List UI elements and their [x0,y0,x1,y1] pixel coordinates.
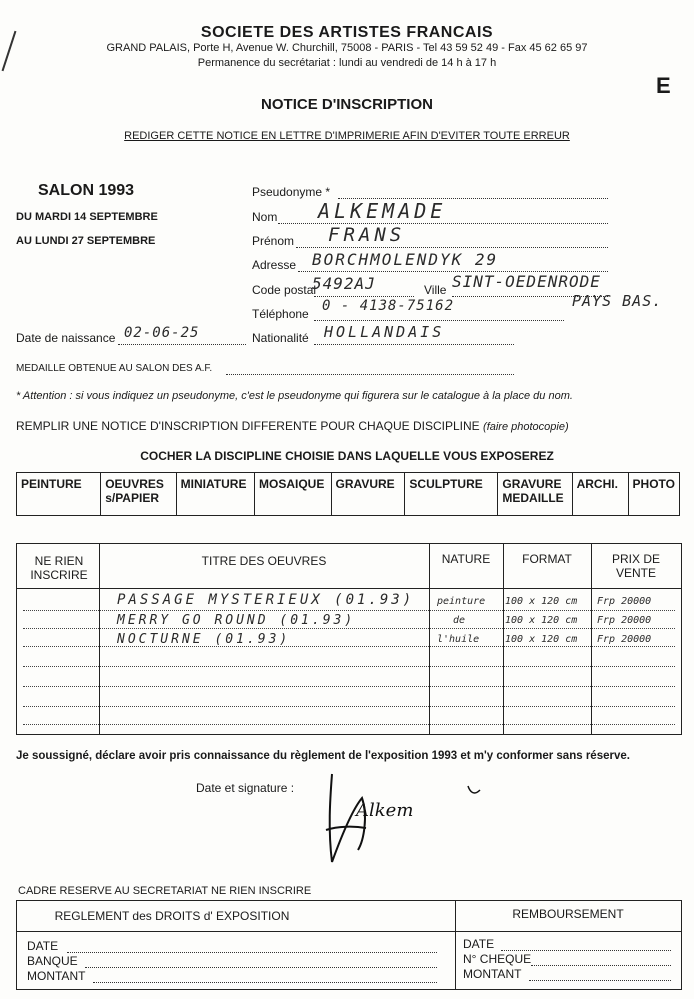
oeuvres-table [16,543,682,735]
reglement-title: REGLEMENT des DROITS d' EXPOSITION [54,909,290,923]
medaille-field[interactable] [226,374,514,375]
ville-value[interactable]: SINT-OEDENRODE [452,272,601,291]
adresse-label: Adresse [252,258,297,272]
oeuvre-format[interactable]: 100 x 120 cm [505,596,578,607]
sec-date-field[interactable] [67,952,437,953]
sec-montant-label: MONTANT [27,969,86,983]
nom-value[interactable]: ALKEMADE [318,199,447,223]
naissance-label: Date de naissance [16,331,116,345]
row-line [23,628,675,629]
remplir-text: REMPLIR UNE NOTICE D'INSCRIPTION DIFFERENTE POUR CHAQUE DISCIPLINE [16,419,480,433]
oeuvre-format[interactable]: 100 x 120 cm [505,634,578,645]
telephone-line [314,320,564,321]
sec-banque-field[interactable] [85,967,437,968]
oeuvre-prix[interactable]: Frp 20000 [597,634,652,645]
remb-date-label: DATE [463,937,495,951]
row-line [23,666,675,667]
telephone-value[interactable]: 0 - 4138-75162 [322,298,455,314]
oeuvre-titre[interactable]: PASSAGE MYSTERIEUX (01.93) [117,592,415,608]
header-prix: PRIX DE VENTE [611,552,660,580]
discipline-sculpture[interactable]: SCULPTURE [405,473,498,516]
box-header-divider [17,931,681,932]
sec-date-label: DATE [27,939,59,953]
discipline-oeuvres-papier[interactable]: OEUVRES s/PAPIER [101,473,176,516]
oeuvre-prix[interactable]: Frp 20000 [597,596,652,607]
org-address: GRAND PALAIS, Porte H, Avenue W. Churchill, 75008 - PARIS - Tel 43 59 52 49 - Fax 45 62 65 97 [106,42,588,54]
adresse-value[interactable]: BORCHMOLENDYK 29 [312,250,499,269]
header-format: FORMAT [522,552,572,566]
signature-label: Date et signature : [196,781,295,795]
remplir-photocopie: (faire photocopie) [483,421,569,433]
declaration-text: Je soussigné, déclare avoir pris connaissance du règlement de l'exposition 1993 et m'y conformer sans réserve. [16,750,630,762]
discipline-archi[interactable]: ARCHI. [572,473,628,516]
oeuvre-format[interactable]: 100 x 120 cm [505,615,578,626]
remb-montant-label: MONTANT [463,967,522,981]
sec-banque-label: BANQUE [27,954,78,968]
salon-title: SALON 1993 [38,182,135,199]
discipline-mosaique[interactable]: MOSAIQUE [254,473,331,516]
oeuvre-titre[interactable]: MERRY GO ROUND (01.93) [117,613,356,628]
secretariat-title: CADRE RESERVE AU SECRETARIAT NE RIEN INSCRIRE [18,885,312,897]
remb-montant-field[interactable] [529,980,671,981]
row-line [23,686,675,687]
row-line [23,724,675,725]
header-titre: TITRE DES OEUVRES [201,554,327,568]
form-instruction: REDIGER CETTE NOTICE EN LETTRE D'IMPRIMERIE AFIN D'EVITER TOUTE ERREUR [124,130,570,142]
oeuvre-titre[interactable]: NOCTURNE (01.93) [117,632,291,647]
naissance-line [118,344,246,345]
code-postal-line [314,296,414,297]
nationalite-value[interactable]: HOLLANDAIS [324,323,445,341]
nom-label: Nom [252,210,278,224]
signature-text: Alkem [356,800,414,821]
attention-note: * Attention : si vous indiquez un pseudonyme, c'est le pseudonyme qui figurera sur le catalogue à la place du nom. [16,390,573,402]
pays-value[interactable]: PAYS BAS. [572,292,663,310]
discipline-peinture[interactable]: PEINTURE [17,473,101,516]
oeuvre-prix[interactable]: Frp 20000 [597,615,652,626]
pseudonyme-label: Pseudonyme * [252,185,331,199]
row-line [23,706,675,707]
discipline-miniature[interactable]: MINIATURE [176,473,254,516]
oeuvre-nature[interactable]: l'huile [437,634,480,645]
oeuvre-nature[interactable]: de [453,615,466,626]
cocher-note: COCHER LA DISCIPLINE CHOISIE DANS LAQUELLE VOUS EXPOSEREZ [140,449,554,463]
category-letter: E [656,73,671,98]
ville-label: Ville [424,283,447,297]
header-nature: NATURE [441,552,491,566]
org-name: SOCIETE DES ARTISTES FRANCAIS [200,24,494,41]
salon-from: DU MARDI 14 SEPTEMBRE [16,211,158,223]
remb-date-field[interactable] [501,950,671,951]
secretariat-box [16,900,682,990]
nationalite-label: Nationalité [252,331,309,345]
salon-to: AU LUNDI 27 SEPTEMBRE [16,235,156,247]
naissance-value[interactable]: 02-06-25 [124,325,200,341]
form-title: NOTICE D'INSCRIPTION [261,96,433,113]
remboursement-title: REMBOURSEMENT [512,907,624,921]
office-hours: Permanence du secrétariat : lundi au vendredi de 14 h à 17 h [197,57,497,69]
remb-cheque-label: N° CHEQUE [463,952,532,966]
discipline-gravure-medaille[interactable]: GRAVURE MEDAILLE [498,473,572,516]
discipline-photo[interactable]: PHOTO [628,473,679,516]
prenom-line [296,247,608,248]
discipline-table [16,472,680,516]
medaille-label: MEDAILLE OBTENUE AU SALON DES A.F. [16,363,213,374]
oeuvre-nature[interactable]: peinture [437,596,486,607]
remb-cheque-field[interactable] [531,965,671,966]
discipline-gravure[interactable]: GRAVURE [331,473,405,516]
nationalite-line [314,344,514,345]
prenom-value[interactable]: FRANS [328,224,406,246]
telephone-label: Téléphone [252,307,309,321]
row-line [23,610,675,611]
header-ne-rien: NE RIEN INSCRIRE [30,554,88,582]
prenom-label: Prénom [252,234,295,248]
remplir-note [16,419,569,433]
sec-montant-field[interactable] [93,982,437,983]
code-postal-value[interactable]: 5492AJ [312,274,376,293]
code-postal-label: Code postal [252,283,317,297]
header-divider [17,588,681,589]
